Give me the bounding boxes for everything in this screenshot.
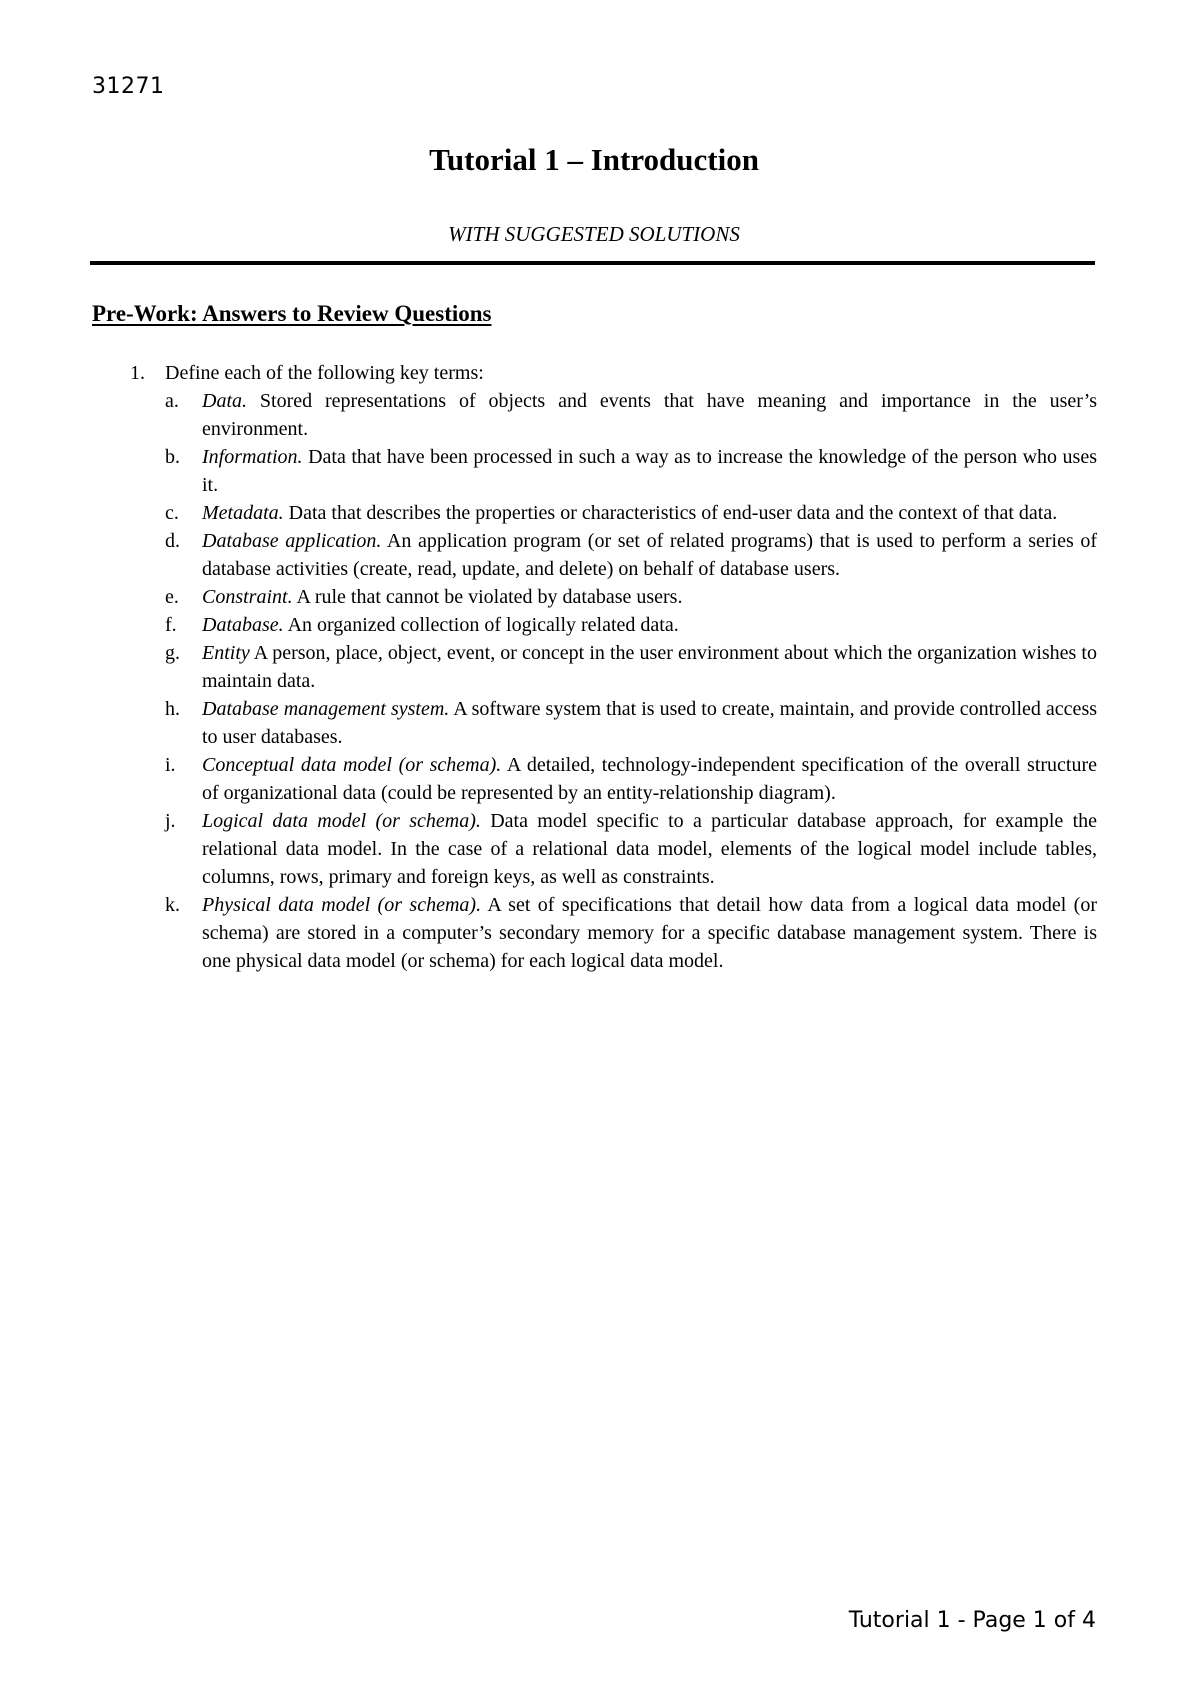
- term-name: Physical data model (or schema).: [202, 894, 482, 916]
- term-name: Conceptual data model (or schema).: [202, 754, 502, 776]
- term-marker: b.: [165, 446, 180, 468]
- term-marker: a.: [165, 390, 179, 412]
- term-name: Metadata.: [202, 502, 284, 524]
- term-item-entity: [130, 639, 1097, 695]
- term-definition: A software system that is used to create, maintain, and provide controlled access to user databases.: [202, 698, 1098, 748]
- term-item-dbms: [130, 695, 1097, 751]
- term-definition: Data model specific to a particular database approach, for example the relational data model. In the case of a relational data model, elements of the logical model include tables, columns, rows, primary and foreign keys, as well as constraints.: [202, 810, 1098, 888]
- term-name: Database.: [202, 614, 284, 636]
- term-marker: e.: [165, 586, 179, 608]
- key-terms-list: [130, 387, 1097, 975]
- term-definition: Stored representations of objects and events that have meaning and importance in the user’s environment.: [202, 390, 1097, 440]
- term-definition: A rule that cannot be violated by database users.: [292, 586, 683, 608]
- section-heading: Pre-Work: Answers to Review Questions: [92, 301, 492, 326]
- page-subtitle: WITH SUGGESTED SOLUTIONS: [448, 222, 740, 246]
- term-marker: h.: [165, 698, 180, 720]
- term-item-logical-data-model: [130, 807, 1097, 891]
- term-definition: A detailed, technology-independent specification of the overall structure of organizational data (could be represented by an entity-relationship diagram).: [202, 754, 1097, 804]
- question-number: 1.: [130, 362, 145, 384]
- term-marker: c.: [165, 502, 179, 524]
- term-marker: g.: [165, 642, 180, 664]
- term-item-conceptual-data-model: [130, 751, 1097, 807]
- term-item-data: [130, 387, 1097, 443]
- term-marker: d.: [165, 530, 180, 552]
- term-name: Information.: [202, 446, 303, 468]
- term-name: Database application.: [202, 530, 382, 552]
- term-item-database-application: [130, 527, 1097, 583]
- term-marker: f.: [165, 614, 177, 636]
- term-item-database: [130, 611, 1097, 639]
- term-item-constraint: [130, 583, 1097, 611]
- question-text: Define each of the following key terms:: [165, 362, 484, 384]
- term-definition: Data that have been processed in such a way as to increase the knowledge of the person who uses it.: [202, 446, 1097, 496]
- term-name: Data.: [202, 390, 247, 412]
- header-divider: [90, 261, 1095, 265]
- question-1: [130, 359, 1095, 387]
- term-definition: An organized collection of logically related data.: [283, 614, 679, 636]
- page-footer: Tutorial 1 - Page 1 of 4: [848, 1608, 1096, 1633]
- term-definition: Data that describes the properties or characteristics of end-user data and the context of that data.: [283, 502, 1058, 524]
- term-item-metadata: [130, 499, 1097, 527]
- term-name: Logical data model (or schema).: [202, 810, 481, 832]
- term-marker: k.: [165, 894, 180, 916]
- term-name: Constraint.: [202, 586, 293, 608]
- term-name: Entity: [202, 642, 250, 664]
- term-name: Database management system.: [202, 698, 450, 720]
- term-definition: A set of specifications that detail how data from a logical data model (or schema) are stored in a computer’s secondary memory for a specific database management system. There is one physical data model (or schema) for each logical data model.: [202, 894, 1098, 972]
- term-marker: j.: [165, 810, 176, 832]
- term-definition: A person, place, object, event, or concept in the user environment about which the organization wishes to maintain data.: [202, 642, 1097, 692]
- course-code: 31271: [92, 74, 165, 99]
- page-title: Tutorial 1 – Introduction: [429, 142, 759, 177]
- term-item-information: [130, 443, 1097, 499]
- term-item-physical-data-model: [130, 891, 1097, 975]
- term-marker: i.: [165, 754, 176, 776]
- term-definition: An application program (or set of related programs) that is used to perform a series of database activities (create, read, update, and delete) on behalf of database users.: [202, 530, 1097, 580]
